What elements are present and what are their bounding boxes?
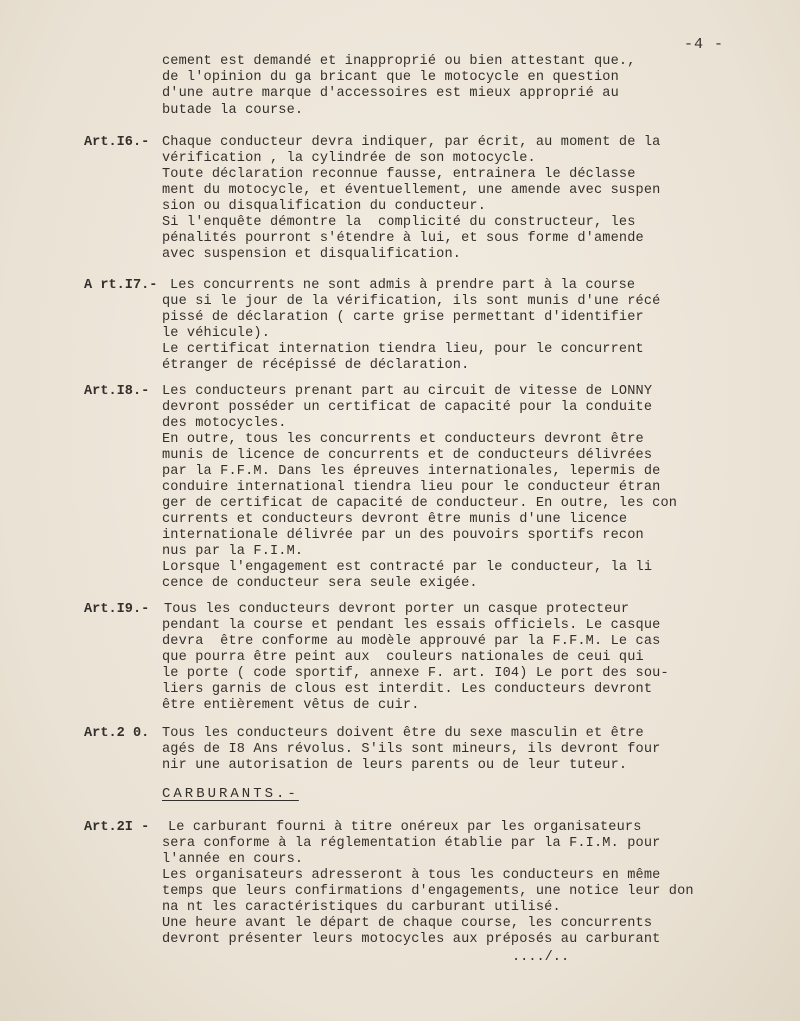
- continuation-mark: ..../..: [512, 950, 570, 965]
- text-line: liers garnis de clous est interdit. Les conducteurs devront: [162, 682, 653, 697]
- text-line: Les conducteurs prenant part au circuit de vitesse de LONNY: [162, 384, 653, 399]
- text-line: nir une autorisation de leurs parents ou de leur tuteur.: [162, 758, 628, 773]
- text-line: temps que leurs confirmations d'engagements, une notice leur don: [162, 884, 694, 899]
- text-line: Les concurrents ne sont admis à prendre part à la course: [170, 278, 636, 293]
- text-line: Tous les conducteurs doivent être du sexe masculin et être: [162, 726, 644, 741]
- text-line: cence de conducteur sera seule exigée.: [162, 576, 478, 591]
- text-line: nus par la F.I.M.: [162, 544, 304, 559]
- text-line: pénalités pourront s'étendre à lui, et sous forme d'amende: [162, 231, 644, 246]
- text-line: sion ou disqualification du conducteur.: [162, 199, 486, 214]
- text-line: internationale délivrée par un des pouvoirs sportifs recon: [162, 528, 644, 543]
- text-line: devront posséder un certificat de capacité pour la conduite: [162, 400, 653, 415]
- text-line: conduire international tiendra lieu pour le conducteur étran: [162, 480, 661, 495]
- article-label: Art.I9.-: [84, 602, 150, 617]
- text-line: vérification , la cylindrée de son motocycle.: [162, 151, 536, 166]
- text-line: butade la course.: [162, 103, 304, 118]
- text-line: agés de I8 Ans révolus. S'ils sont mineurs, ils devront four: [162, 742, 661, 757]
- text-line: cement est demandé et inapproprié ou bien attestant que.,: [162, 54, 636, 69]
- text-line: Chaque conducteur devra indiquer, par écrit, au moment de la: [162, 135, 661, 150]
- text-line: munis de licence de concurrents et de conducteurs délivrées: [162, 448, 653, 463]
- text-line: ger de certificat de capacité de conducteur. En outre, les con: [162, 496, 678, 511]
- text-line: par la F.F.M. Dans les épreuves internationales, lepermis de: [162, 464, 661, 479]
- text-line: de l'opinion du ga bricant que le motocycle en question: [162, 70, 619, 85]
- text-line: être entièrement vêtus de cuir.: [162, 698, 420, 713]
- text-line: le porte ( code sportif, annexe F. art. I04) Le port des sou-: [162, 666, 669, 681]
- text-line: sera conforme à la réglementation établie par la F.I.M. pour: [162, 836, 661, 851]
- article-label: Art.2 0.: [84, 726, 150, 741]
- text-line: En outre, tous les concurrents et conducteurs devront être: [162, 432, 644, 447]
- text-line: Les organisateurs adresseront à tous les conducteurs en même: [162, 868, 661, 883]
- text-line: currents et conducteurs devront être munis d'une licence: [162, 512, 628, 527]
- text-line: étranger de récépissé de déclaration.: [162, 358, 470, 373]
- page-number: -4 -: [684, 36, 725, 53]
- text-line: pissé de déclaration ( carte grise permettant d'identifier: [162, 310, 644, 325]
- article-label: Art.I6.-: [84, 135, 150, 150]
- text-line: Lorsque l'engagement est contracté par le conducteur, la li: [162, 560, 653, 575]
- section-heading: CARBURANTS.-: [162, 786, 299, 802]
- text-line: que pourra être peint aux couleurs nationales de ceui qui: [162, 650, 644, 665]
- text-line: le véhicule).: [162, 326, 270, 341]
- text-line: devront présenter leurs motocycles aux préposés au carburant: [162, 932, 661, 947]
- text-line: Une heure avant le départ de chaque course, les concurrents: [162, 916, 653, 931]
- article-label: Art.2I -: [84, 820, 150, 835]
- text-line: que si le jour de la vérification, ils sont munis d'une récé: [162, 294, 661, 309]
- text-line: Tous les conducteurs devront porter un casque protecteur: [164, 602, 630, 617]
- text-line: Le certificat internation tiendra lieu, pour le concurrent: [162, 342, 644, 357]
- text-line: ment du motocycle, et éventuellement, une amende avec suspen: [162, 183, 661, 198]
- text-line: des motocycles.: [162, 416, 287, 431]
- text-line: pendant la course et pendant les essais officiels. Le casque: [162, 618, 661, 633]
- text-line: Si l'enquête démontre la complicité du constructeur, les: [162, 215, 636, 230]
- text-line: na nt les caractéristiques du carburant utilisé.: [162, 900, 561, 915]
- article-label: Art.I8.-: [84, 384, 150, 399]
- text-line: devra être conforme au modèle approuvé par la F.F.M. Le cas: [162, 634, 661, 649]
- article-label: A rt.I7.-: [84, 278, 158, 293]
- text-line: Le carburant fourni à titre onéreux par les organisateurs: [168, 820, 642, 835]
- text-line: d'une autre marque d'accessoires est mieux approprié au: [162, 86, 619, 101]
- text-line: avec suspension et disqualification.: [162, 247, 462, 262]
- text-line: l'année en cours.: [162, 852, 304, 867]
- text-line: Toute déclaration reconnue fausse, entrainera le déclasse: [162, 167, 636, 182]
